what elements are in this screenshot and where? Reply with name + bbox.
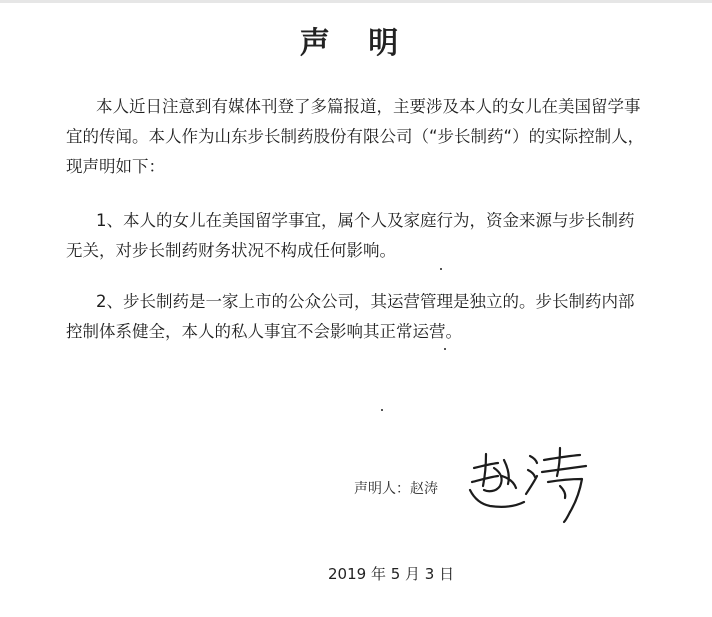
paragraph-point-1 [66, 206, 635, 266]
paragraph-line: 控制体系健全，本人的私人事宜不会影响其正常运营。 [66, 322, 462, 341]
handwritten-signature [464, 446, 594, 526]
paragraph-intro [66, 92, 645, 182]
scan-speck [440, 268, 442, 270]
paragraph-line: 宜的传闻。本人作为山东步长制药股份有限公司（“步长制药“）的实际控制人， [66, 127, 645, 146]
paragraph-line: 无关，对步长制药财务状况不构成任何影响。 [66, 241, 396, 260]
scan-edge [0, 0, 712, 3]
paragraph-line: 1、本人的女儿在美国留学事宜，属个人及家庭行为，资金来源与步长制药 [96, 211, 635, 230]
paragraph-line: 本人近日注意到有媒体刊登了多篇报道，主要涉及本人的女儿在美国留学事 [96, 97, 641, 116]
document-title: 声 明 [299, 26, 413, 61]
paragraph-line: 2、步长制药是一家上市的公众公司，其运营管理是独立的。步长制药内部 [96, 292, 635, 311]
scan-speck [444, 348, 446, 350]
scan-speck [381, 409, 383, 411]
paragraph-line: 现声明如下： [66, 157, 165, 176]
paragraph-point-2 [66, 287, 635, 347]
signature-label: 声明人：赵涛 [354, 481, 438, 497]
document-date: 2019 年 5 月 3 日 [328, 565, 455, 583]
